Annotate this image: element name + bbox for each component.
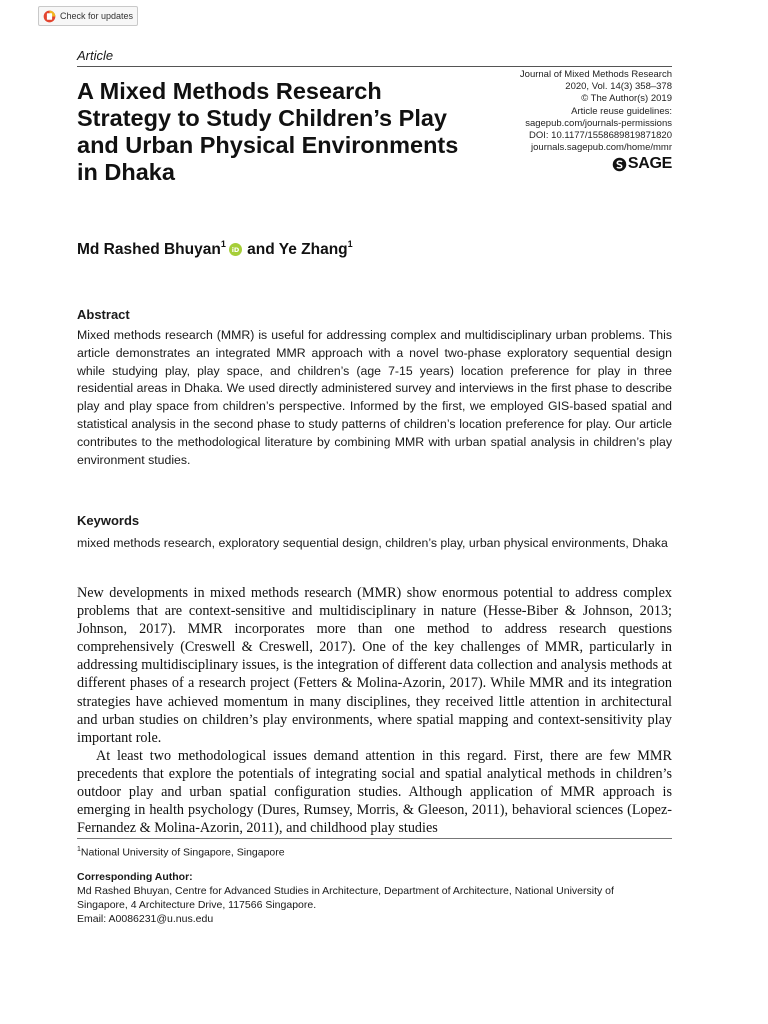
body-paragraph-1: New developments in mixed methods research (MMR) show enormous potential to address complex problems that are context-sensitive and multidisciplinary in nature (Hesse-Biber & Johnson, 2013; Johnson, 2017). MMR incorporates more than one method to address research questions comprehensively (Creswell & Creswell, 2017). One of the key challenges of MMR, particularly in addressing multidisciplinary issues, is the integration of different data collection and analysis methods at different phases of a research project (Fetters & Molina-Azorin, 2017). While MMR and its integration strategies have achieved momentum in many disciplines, they received little attention in architectural and urban studies on children’s play environments, where spatial mapping and context-sensitivity play important role.	[77, 585, 672, 746]
journal-doi[interactable]: DOI: 10.1177/1558689819871820	[529, 130, 672, 142]
svg-text:iD: iD	[231, 246, 240, 255]
abstract-text: Mixed methods research (MMR) is useful for addressing complex and multidisciplinary urban problems. This article demonstrates an integrated MMR approach with a novel two-phase exploratory sequential design while studying play, play space, and children’s (age 7-15 years) location preference for play in three residential areas in Dhaka. We used directly administered survey and interviews in the first phase to describe play and play space from children’s perspective. Informed by the first, we employed GIS-based spatial and statistical analysis in the second phase to study patterns of children’s location preference for play. Our article contributes to the methodological literature by combining MMR with urban spatial analysis in children’s play environment studies.	[77, 328, 672, 467]
affiliation-note	[77, 846, 285, 859]
journal-copyright: © The Author(s) 2019	[581, 93, 672, 105]
check-for-updates-badge[interactable]	[38, 6, 138, 26]
corresponding-author-email[interactable]: Email: A0086231@u.nus.edu	[77, 913, 214, 925]
corresponding-author-line-1: Md Rashed Bhuyan, Centre for Advanced Studies in Architecture, Department of Architecture, National University of	[77, 885, 614, 897]
check-for-updates-label: Check for updates	[60, 11, 134, 21]
sage-logo	[612, 155, 672, 173]
journal-reuse: Article reuse guidelines:	[571, 105, 672, 117]
footnote-divider	[77, 838, 672, 839]
article-title: A Mixed Methods Research Strategy to Study Children’s Play and Urban Physical Environments in Dhaka	[77, 78, 459, 185]
author-1-affiliation: 1	[220, 239, 226, 249]
author-1[interactable]: Md Rashed Bhuyan	[77, 241, 221, 259]
crossmark-icon	[43, 10, 56, 23]
body-text	[77, 584, 672, 837]
keywords-text: mixed methods research, exploratory sequential design, children’s play, urban physical environments, Dhaka	[77, 536, 668, 550]
author-2-affiliation: 1	[347, 239, 353, 249]
journal-permissions-link[interactable]: sagepub.com/journals-permissions	[525, 117, 672, 129]
affiliation-number: 1	[77, 846, 81, 853]
body-paragraph-2: At least two methodological issues demand attention in this regard. First, there are few MMR precedents that explore the potentials of integrating social and spatial analytical methods in children’s outdoor play and urban spatial configuration studies. Although application of MMR approach is emerging in health psychology (Dures, Rumsey, Morris, & Gleeson, 2011), behavioral sciences (Lopez-Fernandez & Molina-Azorin, 2011), and childhood play studies	[77, 747, 672, 837]
journal-volume: 2020, Vol. 14(3) 358–378	[565, 81, 672, 93]
sage-logo-icon	[612, 157, 627, 172]
sage-logo-text: SAGE	[627, 155, 672, 172]
keywords-heading: Keywords	[77, 513, 140, 528]
corresponding-author-line-2: Singapore, 4 Architecture Drive, 117566 Singapore.	[77, 899, 317, 911]
header-divider	[77, 66, 672, 67]
journal-info	[520, 69, 672, 154]
corresponding-author-heading: Corresponding Author:	[77, 871, 193, 883]
abstract-heading: Abstract	[77, 307, 130, 322]
corresponding-author-details	[77, 884, 677, 926]
author-line	[77, 240, 353, 259]
author-2[interactable]: and Ye Zhang	[247, 241, 348, 259]
orcid-icon[interactable]	[229, 243, 242, 256]
article-type-label: Article	[77, 48, 114, 63]
journal-home-link[interactable]: journals.sagepub.com/home/mmr	[531, 142, 672, 154]
affiliation-text: National University of Singapore, Singapore	[80, 846, 285, 859]
journal-name: Journal of Mixed Methods Research	[519, 69, 672, 80]
